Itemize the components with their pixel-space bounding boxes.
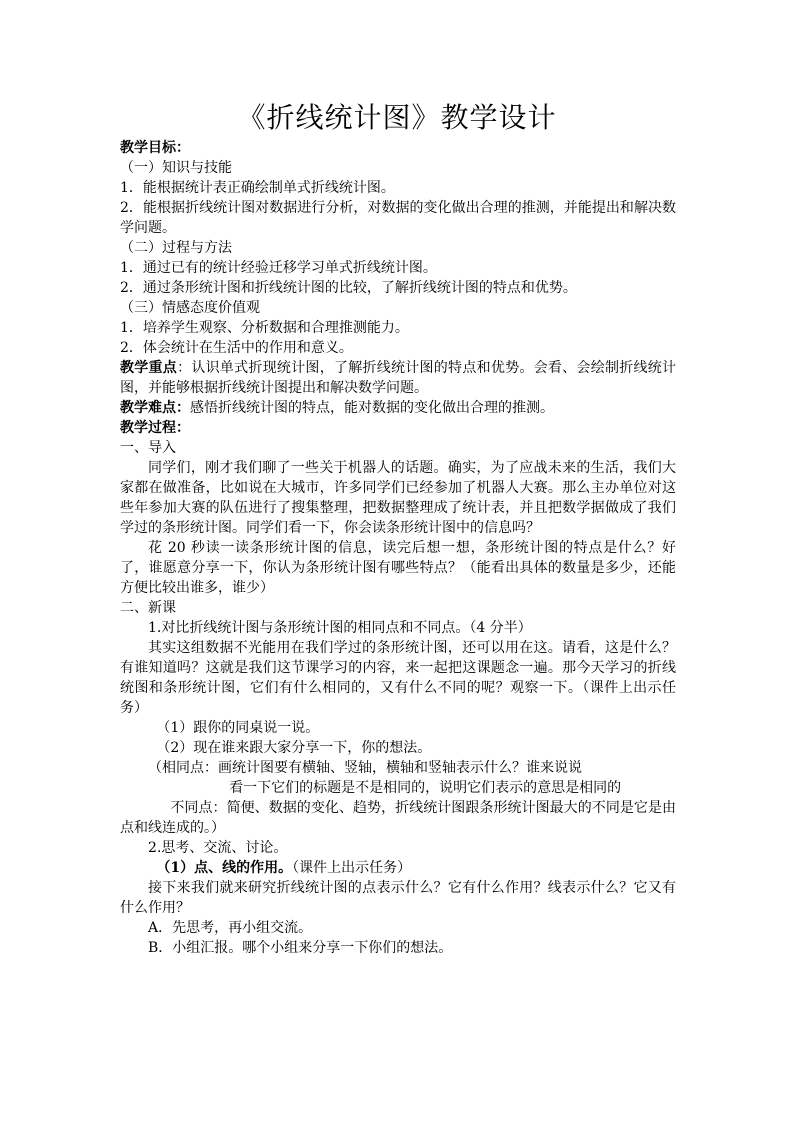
- difficult-points-text: 感悟折线统计图的特点，能对数据的变化做出合理的推测。: [190, 400, 554, 416]
- objective-item: 2．能根据折线统计图对数据进行分析，对数据的变化做出合理的推测，并能提出和解决数学问题。: [120, 200, 676, 236]
- process-heading: 教学过程：: [120, 420, 190, 436]
- key-points: [120, 358, 676, 398]
- task-item: （1）跟你的同桌说一说。: [156, 720, 320, 736]
- section-process: （二）过程与方法: [120, 240, 232, 256]
- task-item: （2）现在谁来跟大家分享一下，你的想法。: [156, 740, 432, 756]
- same-points-line: （相同点：画统计图要有横轴、竖轴，横轴和竖轴表示什么？谁来说说: [148, 760, 582, 776]
- new-lesson-paragraph: 其实这组数据不光能用在我们学过的条形统计图，还可以用在这。请看，这是什么？有谁知道吗？这就是我们这节课学习的内容，来一起把这课题念一遍。那今天学习的折线统图和条形统计图，它们有什么相同的，又有什么不同的呢？观察一下。（课件上出示任务）: [120, 640, 676, 716]
- step-item: A．先思考，再小组交流。: [148, 920, 313, 936]
- objective-item: 1．培养学生观察、分析数据和合理推测能力。: [120, 320, 409, 336]
- objectives-heading: 教学目标：: [120, 140, 190, 156]
- different-points: 不同点：简便、数据的变化、趋势，折线统计图跟条形统计图最大的不同是它是由点和线连成的。）: [120, 800, 676, 836]
- part-intro-heading: 一、导入: [120, 440, 176, 456]
- new-lesson-step: 1.对比折线统计图与条形统计图的相同点和不同点。（4 分半）: [148, 620, 532, 636]
- intro-paragraph: 同学们，刚才我们聊了一些关于机器人的话题。确实，为了应战未来的生活，我们大家都在做准备，比如说在大城市，许多同学们已经参加了机器人大赛。那么主办单位对这些年参加大赛的队伍进行了搜集整理，把数据整理成了统计表，并且把数学据做成了我们学过的条形统计图。同学们看一下，你会读条形统计图中的信息吗？: [120, 460, 676, 536]
- objective-item: 2．通过条形统计图和折线统计图的比较，了解折线统计图的特点和优势。: [120, 280, 577, 296]
- document-body: [120, 138, 676, 958]
- page-title: 《折线统计图》教学设计: [237, 101, 557, 134]
- key-points-label: 教学重点: [120, 360, 178, 376]
- subtask-heading: [120, 858, 676, 878]
- section-attitude: （三）情感态度价值观: [120, 300, 260, 316]
- subtask-heading-note: （课件上出示任务）: [292, 860, 412, 876]
- objective-item: 1．通过已有的统计经验迁移学习单式折线统计图。: [120, 260, 437, 276]
- subtask-heading-bold: （1）点、线的作用。: [156, 860, 293, 876]
- section-knowledge: （一）知识与技能: [120, 160, 232, 176]
- objective-item: 2．体会统计在生活中的作用和意义。: [120, 340, 353, 356]
- same-points-cont: 看一下它们的标题是不是相同的，说明它们表示的意思是相同的: [229, 780, 622, 796]
- part-new-lesson-heading: 二、新课: [120, 600, 176, 616]
- difficult-points-label: 教学难点：: [120, 400, 190, 416]
- objective-item: 1．能根据统计表正确绘制单式折线统计图。: [120, 180, 395, 196]
- subtask-paragraph: 接下来我们就来研究折线统计图的点表示什么？它有什么作用？线表示什么？它又有什么作用？: [120, 880, 676, 916]
- key-points-text: ：认识单式折现统计图，了解折线统计图的特点和优势。会看、会绘制折线统计图，并能够根据折线统计图提出和解决数学问题。: [120, 360, 677, 396]
- difficult-points: [120, 398, 676, 418]
- step-item: B．小组汇报。哪个小组来分享一下你们的想法。: [148, 940, 453, 956]
- new-lesson-step: 2.思考、交流、讨论。: [148, 840, 288, 856]
- intro-paragraph: 花 20 秒读一读条形统计图的信息，读完后想一想，条形统计图的特点是什么？好了，谁愿意分享一下，你认为条形统计图有哪些特点？（能看出具体的数量是多少，还能方便比较出谁多，谁少）: [120, 540, 676, 596]
